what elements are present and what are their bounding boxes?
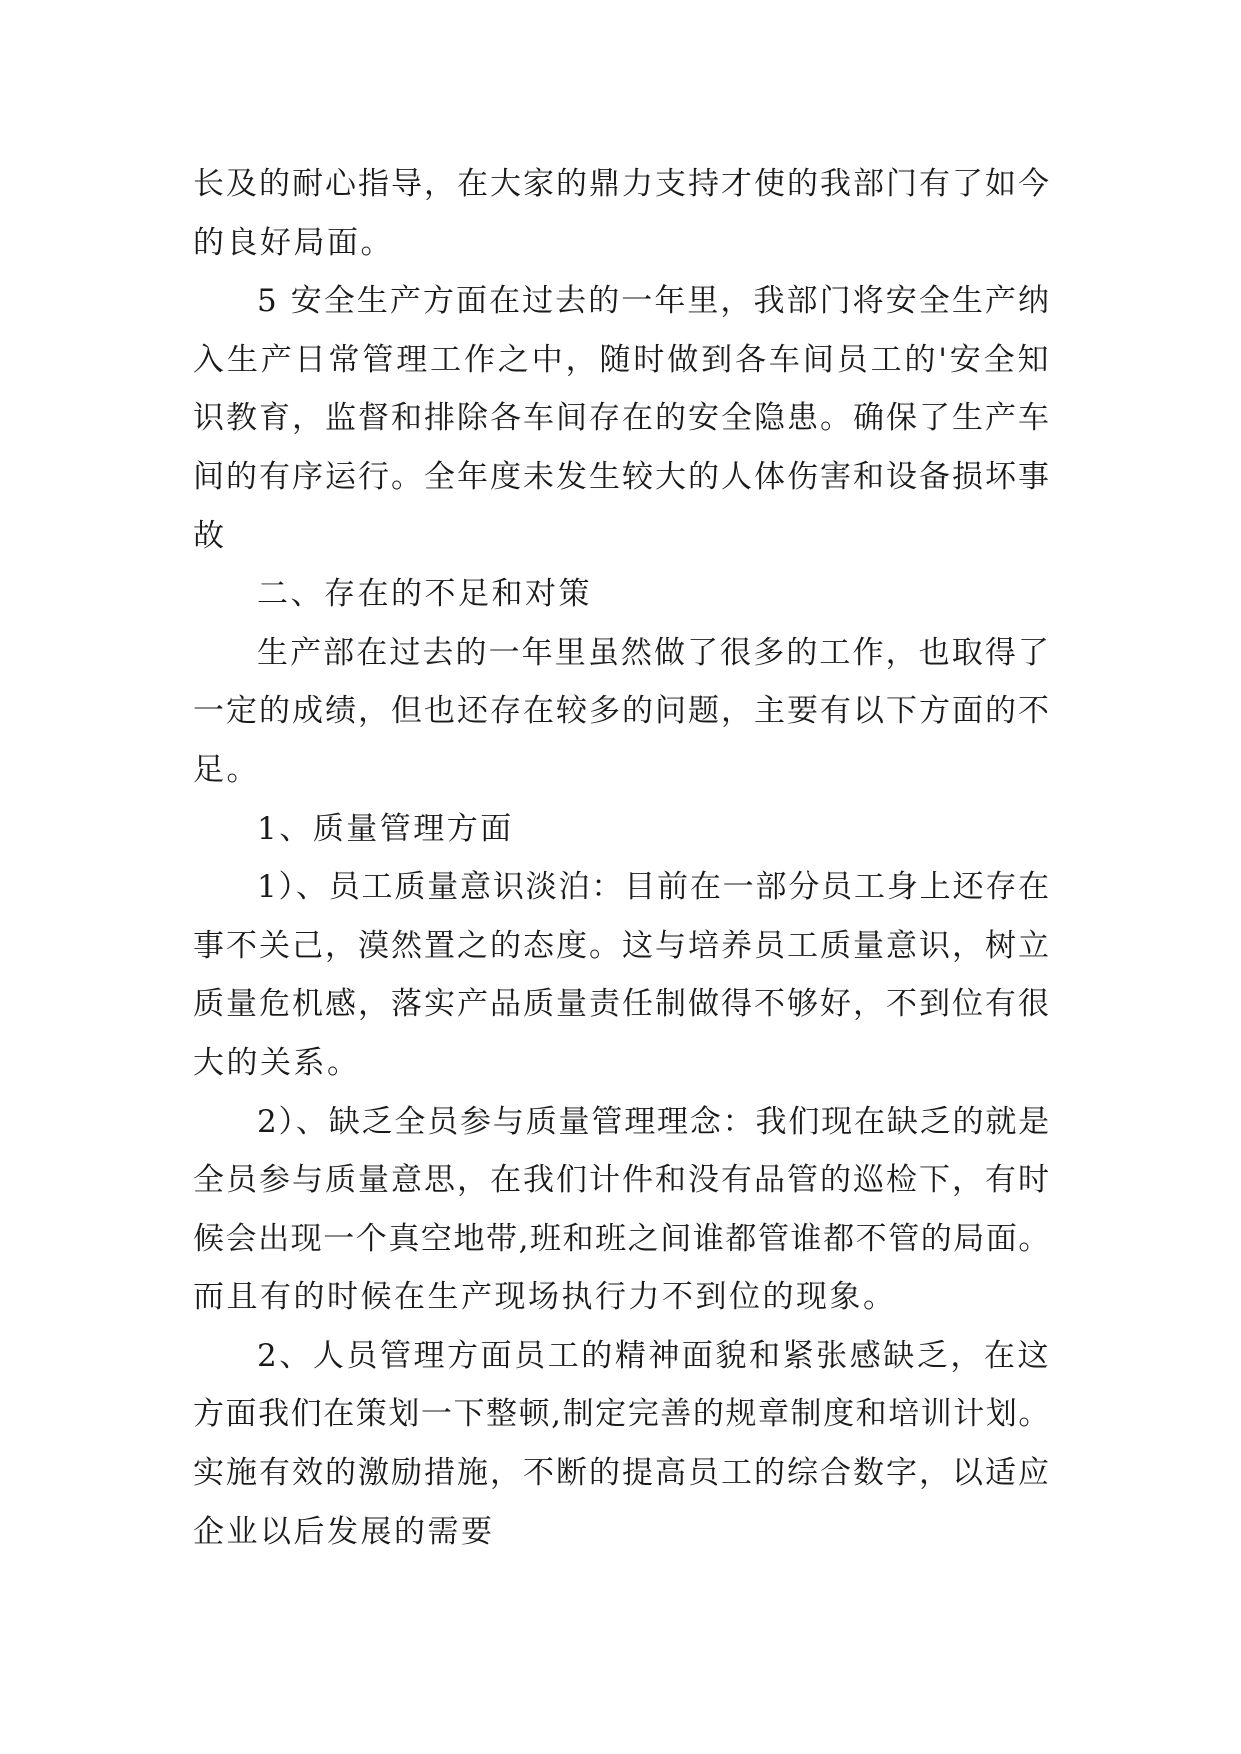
paragraph-safety-production [193,272,1051,565]
document-body [193,155,1051,1561]
text-line: 足。 [193,751,260,788]
text-line: 5 安全生产方面在过去的一年里，我部门将安全生产纳 [257,283,1051,320]
paragraph-full-participation [193,1093,1051,1327]
text-line: 间的有序运行。全年度未发生较大的人体伤害和设备损坏事 [193,458,1051,495]
text-line: 1、质量管理方面 [257,810,514,847]
subsection-heading [193,800,1051,859]
paragraph-personnel-management [193,1327,1051,1561]
section-heading [193,565,1051,624]
paragraph-intro [193,624,1051,800]
text-line: 事不关己，漠然置之的态度。这与培养员工质量意识，树立 [193,927,1051,964]
text-line: 长及的耐心指导，在大家的鼎力支持才使的我部门有了如今 [193,166,1051,202]
text-line: 大的关系。 [193,1044,361,1081]
text-line: 的良好局面。 [193,224,394,261]
text-line: 识教育，监督和排除各车间存在的安全隐患。确保了生产车 [193,400,1051,437]
text-line: 1）、员工质量意识淡泊：目前在一部分员工身上还存在 [257,869,1051,906]
text-line: 方面我们在策划一下整顿,制定完善的规章制度和培训计划。 [193,1396,1051,1433]
text-line: 候会出现一个真空地带,班和班之间谁都管谁都不管的局面。 [193,1220,1051,1257]
text-line: 2）、缺乏全员参与质量管理理念：我们现在缺乏的就是 [257,1103,1051,1140]
text-line: 而且有的时候在生产现场执行力不到位的现象。 [193,1279,897,1316]
text-line: 企业以后发展的需要 [193,1513,495,1550]
text-line: 故 [193,517,227,554]
text-line: 质量危机感，落实产品质量责任制做得不够好，不到位有很 [193,986,1051,1023]
text-line: 生产部在过去的一年里虽然做了很多的工作，也取得了 [257,634,1051,671]
paragraph-quality-awareness [193,858,1051,1092]
paragraph [193,155,1051,272]
text-line: 实施有效的激励措施，不断的提高员工的综合数字，以适应 [193,1455,1051,1492]
text-line: 一定的成绩，但也还存在较多的问题，主要有以下方面的不 [193,693,1051,730]
text-line: 全员参与质量意思，在我们计件和没有品管的巡检下，有时 [193,1162,1051,1199]
text-line: 入生产日常管理工作之中，随时做到各车间员工的'安全知 [193,341,1051,378]
text-line: 2、人员管理方面员工的精神面貌和紧张感缺乏，在这 [257,1337,1051,1374]
text-line: 二、存在的不足和对策 [257,576,592,613]
